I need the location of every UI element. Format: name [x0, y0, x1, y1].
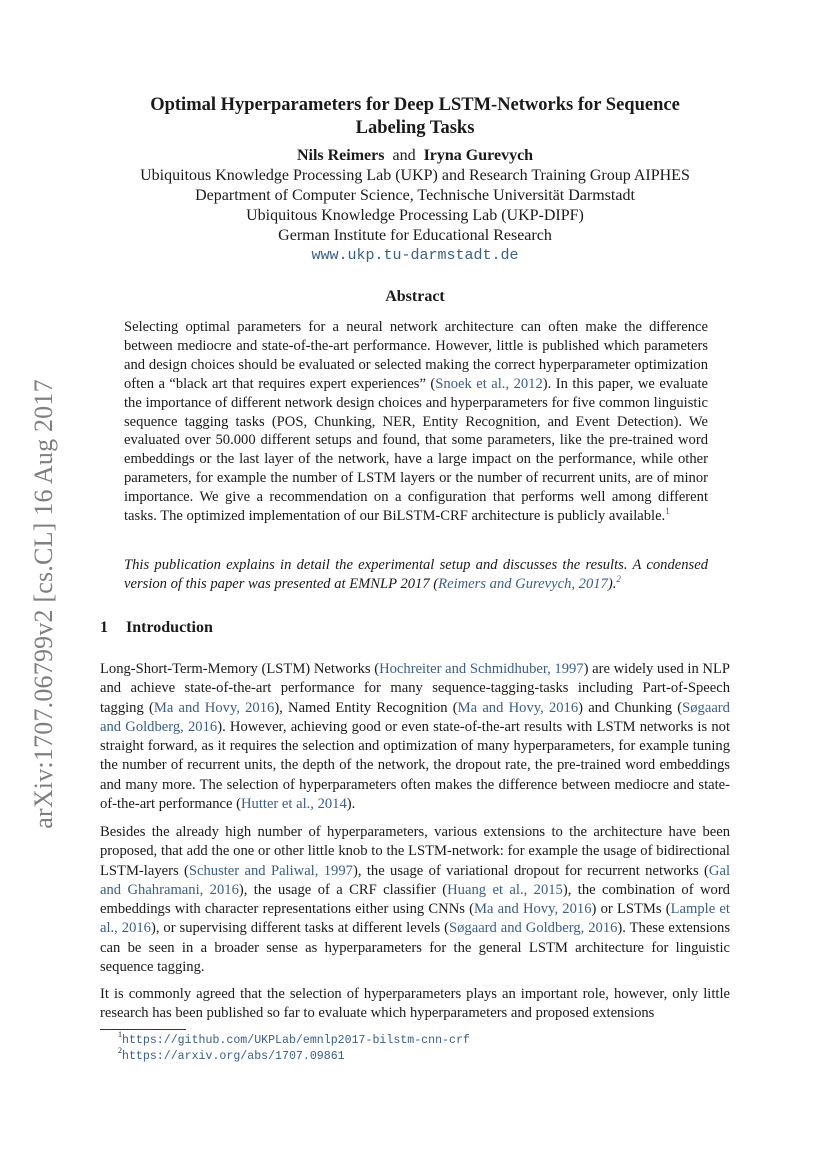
footnote-ref[interactable]: 2 — [616, 573, 621, 584]
body-text: Long-Short-Term-Memory (LSTM) Networks ( — [100, 661, 380, 677]
section-title: Introduction — [126, 619, 213, 636]
citation-link[interactable]: Søgaard and Goldberg, 2016 — [449, 920, 618, 937]
affiliation-line: Ubiquitous Knowledge Processing Lab (UKP) and Research Training Group AIPHES — [140, 167, 690, 184]
body-text: ). — [346, 796, 356, 813]
citation-link[interactable]: Hochreiter and Schmidhuber, 1997 — [379, 661, 584, 677]
footnote-mark: 2 — [118, 1046, 122, 1055]
citation-link[interactable]: Ma and Hovy, 2016 — [153, 699, 275, 716]
body-text: ). These extensions can be seen in a broader sense as hyperparameters for the general LSTM architecture for linguistic sequence tagging. — [100, 920, 731, 976]
body-text: ), the combination of word embeddings with character representations either using CNNs ( — [100, 881, 730, 918]
body-text: Besides the already high number of hyperparameters, various extensions to the architecture have been proposed, that add the one or other little knob to the LSTM-network: for example the usage of bidirectional LSTM-layers ( — [100, 824, 730, 879]
citation-link[interactable]: Søgaard and Goldberg, 2016 — [100, 699, 730, 735]
abstract-text: ). In this paper, we evaluate the importance of different network design choices and hyperparameters for five common linguistic sequence tagging tasks (POS, Chunking, NER, Entity Recognition, and Event Detection). We evaluated over 50.000 different setups and found, that some parameters, like the pre-trained word embeddings or the last layer of the network, have a large impact on the performance, while other parameters, for example the number of LSTM layers or the number of recurrent units, are of minor importance. We give a recommendation on a configuration that performs well among different tasks. The optimized implementation of our BiLSTM-CRF architecture is publicly available. — [124, 375, 708, 525]
body-text: ) are widely used in NLP and achieve state-of-the-art performance for many sequence-tagging-tasks including Part-of-Speech tagging ( — [100, 661, 731, 716]
footnote-divider — [100, 1029, 186, 1030]
footnote — [118, 1046, 470, 1065]
body-text: ), Named Entity Recognition ( — [274, 699, 458, 716]
body-text: ) and Chunking ( — [578, 699, 683, 716]
footnote-url-link[interactable]: https://arxiv.org/abs/1707.09861 — [122, 1050, 345, 1063]
citation-link[interactable]: Huang et al., 2015 — [447, 881, 563, 898]
citation-link[interactable]: Gal and Ghahramani, 2016 — [100, 862, 730, 898]
paper-title — [100, 94, 730, 140]
author-name: Nils Reimers — [296, 147, 385, 164]
citation-link[interactable]: Reimers and Gurevych, 2017 — [438, 575, 608, 592]
title-line-2: Labeling Tasks — [355, 118, 475, 138]
citation-link[interactable]: Hutter et al., 2014 — [241, 796, 347, 813]
intro-paragraph-1 — [100, 660, 730, 814]
arxiv-identifier[interactable]: arXiv:1707.06799v2 [cs.CL] 16 Aug 2017 — [29, 379, 58, 829]
footnote-mark: 1 — [118, 1030, 122, 1039]
body-text: It is commonly agreed that the selection of hyperparameters plays an important role, however, only little research has been published so far to evaluate which hyperparameters and proposed extensions — [100, 986, 730, 1022]
body-text: ). However, achieving good or even state-of-the-art results with LSTM networks is not straight forward, as it requires the selection and optimization of many hyperparameters, for example tuning the number of recurrent units, the depth of the network, the dropout rate, the pre-trained word embeddings and many more. The selection of hyperparameters often makes the difference between mediocre and state-of-the-art performance ( — [100, 718, 731, 813]
author-name: Iryna Gurevych — [423, 147, 534, 164]
footnote — [118, 1030, 470, 1049]
affiliation-line: Department of Computer Science, Technische Universität Darmstadt — [195, 187, 635, 204]
citation-link[interactable]: Lample et al., 2016 — [100, 901, 730, 937]
citation-link[interactable]: Ma and Hovy, 2016 — [457, 699, 579, 716]
note-text: This publication explains in detail the experimental setup and discusses the results. A condensed version of this paper was presented at EMNLP 2017 ( — [124, 557, 708, 592]
abstract-text: Selecting optimal parameters for a neural network architecture can often make the difference between mediocre and state-of-the-art performance. However, little is published which parameters and design choices should be evaluated or selected making the correct hyperparameter optimization often a “black art that requires expert experiences” ( — [124, 319, 708, 392]
website-link[interactable]: www.ukp.tu-darmstadt.de — [311, 247, 519, 264]
footnote-url-link[interactable]: https://github.com/UKPLab/emnlp2017-bilstm-cnn-crf — [122, 1034, 470, 1047]
abstract-heading: Abstract — [385, 288, 445, 305]
citation-link[interactable]: Ma and Hovy, 2016 — [474, 901, 592, 918]
body-text: ), or supervising different tasks at different levels ( — [150, 920, 450, 937]
affiliation-line: Ubiquitous Knowledge Processing Lab (UKP-DIPF) — [246, 207, 584, 224]
title-line-1: Optimal Hyperparameters for Deep LSTM-Networks for Sequence — [150, 95, 680, 115]
publication-note — [124, 556, 708, 594]
author-conjunction: and — [392, 147, 416, 164]
section-heading — [100, 619, 213, 637]
body-text: ), the usage of a CRF classifier ( — [238, 881, 448, 898]
footnote-ref[interactable]: 1 — [665, 506, 670, 517]
section-number: 1 — [100, 619, 108, 636]
affiliations — [100, 166, 730, 266]
affiliation-line: German Institute for Educational Research — [278, 227, 552, 244]
author-line — [100, 146, 730, 166]
footnotes — [118, 1030, 470, 1065]
intro-paragraph-2 — [100, 823, 730, 977]
intro-paragraph-3 — [100, 985, 730, 1024]
citation-link[interactable]: Schuster and Paliwal, 1997 — [188, 862, 353, 879]
body-text: ), the usage of variational dropout for recurrent networks ( — [352, 862, 709, 879]
note-text: ). — [607, 575, 617, 592]
body-text: ) or LSTMs ( — [591, 901, 671, 918]
abstract-body — [124, 318, 708, 526]
citation-link[interactable]: Snoek et al., 2012 — [435, 375, 543, 392]
